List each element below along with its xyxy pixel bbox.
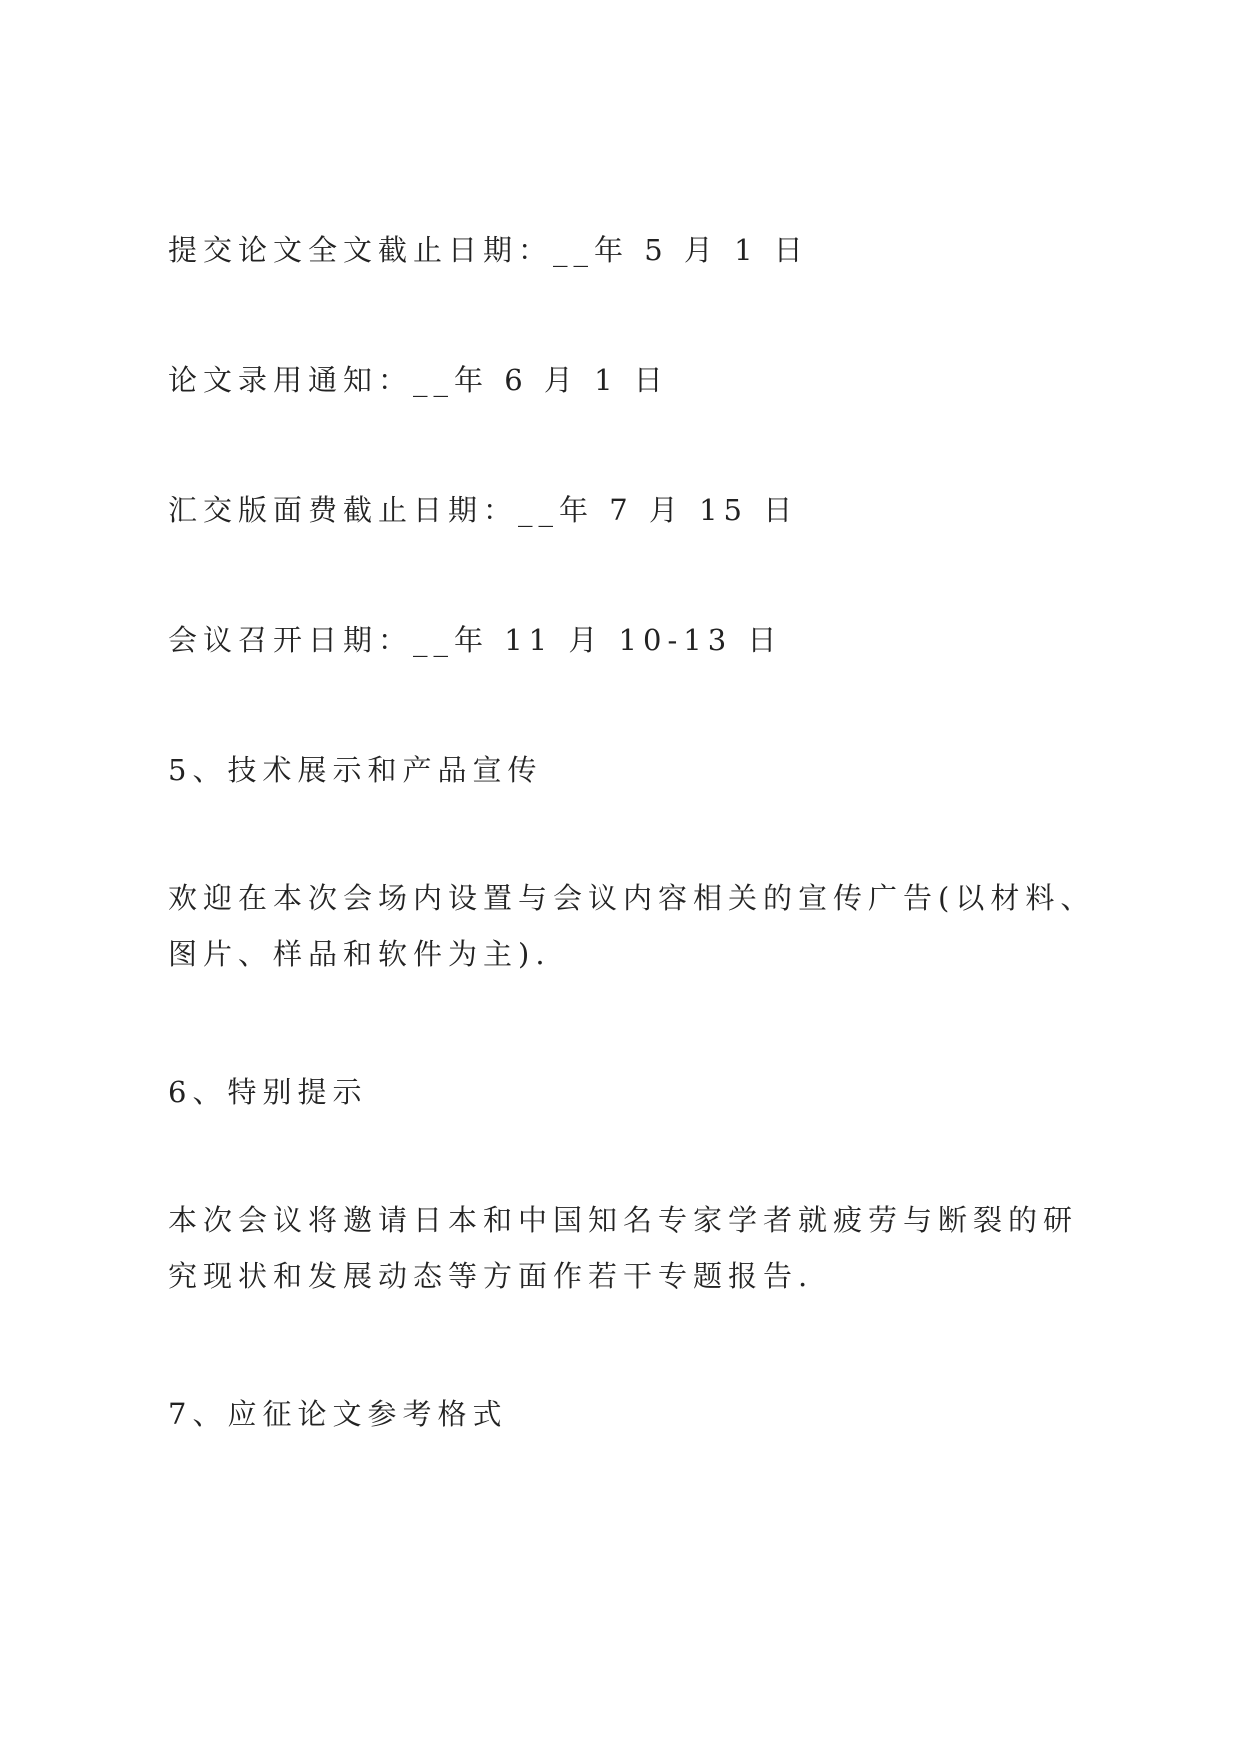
section-6-heading: 6、特别提示 bbox=[168, 1075, 368, 1109]
acceptance-notice: 论文录用通知：__年 6 月 1 日 bbox=[168, 363, 669, 397]
section-5-heading: 5、技术展示和产品宣传 bbox=[168, 753, 543, 787]
full-paper-deadline: 提交论文全文截止日期：__年 5 月 1 日 bbox=[168, 233, 809, 267]
page-fee-deadline: 汇交版面费截止日期：__年 7 月 15 日 bbox=[168, 493, 799, 527]
meeting-date: 会议召开日期：__年 11 月 10-13 日 bbox=[168, 623, 783, 657]
section-7-heading: 7、应征论文参考格式 bbox=[168, 1397, 508, 1431]
section-5-body: 欢迎在本次会场内设置与会议内容相关的宣传广告(以材料、图片、样品和软件为主). bbox=[168, 881, 1096, 971]
section-6-body: 本次会议将邀请日本和中国知名专家学者就疲劳与断裂的研究现状和发展动态等方面作若干专题报告. bbox=[168, 1203, 1079, 1293]
